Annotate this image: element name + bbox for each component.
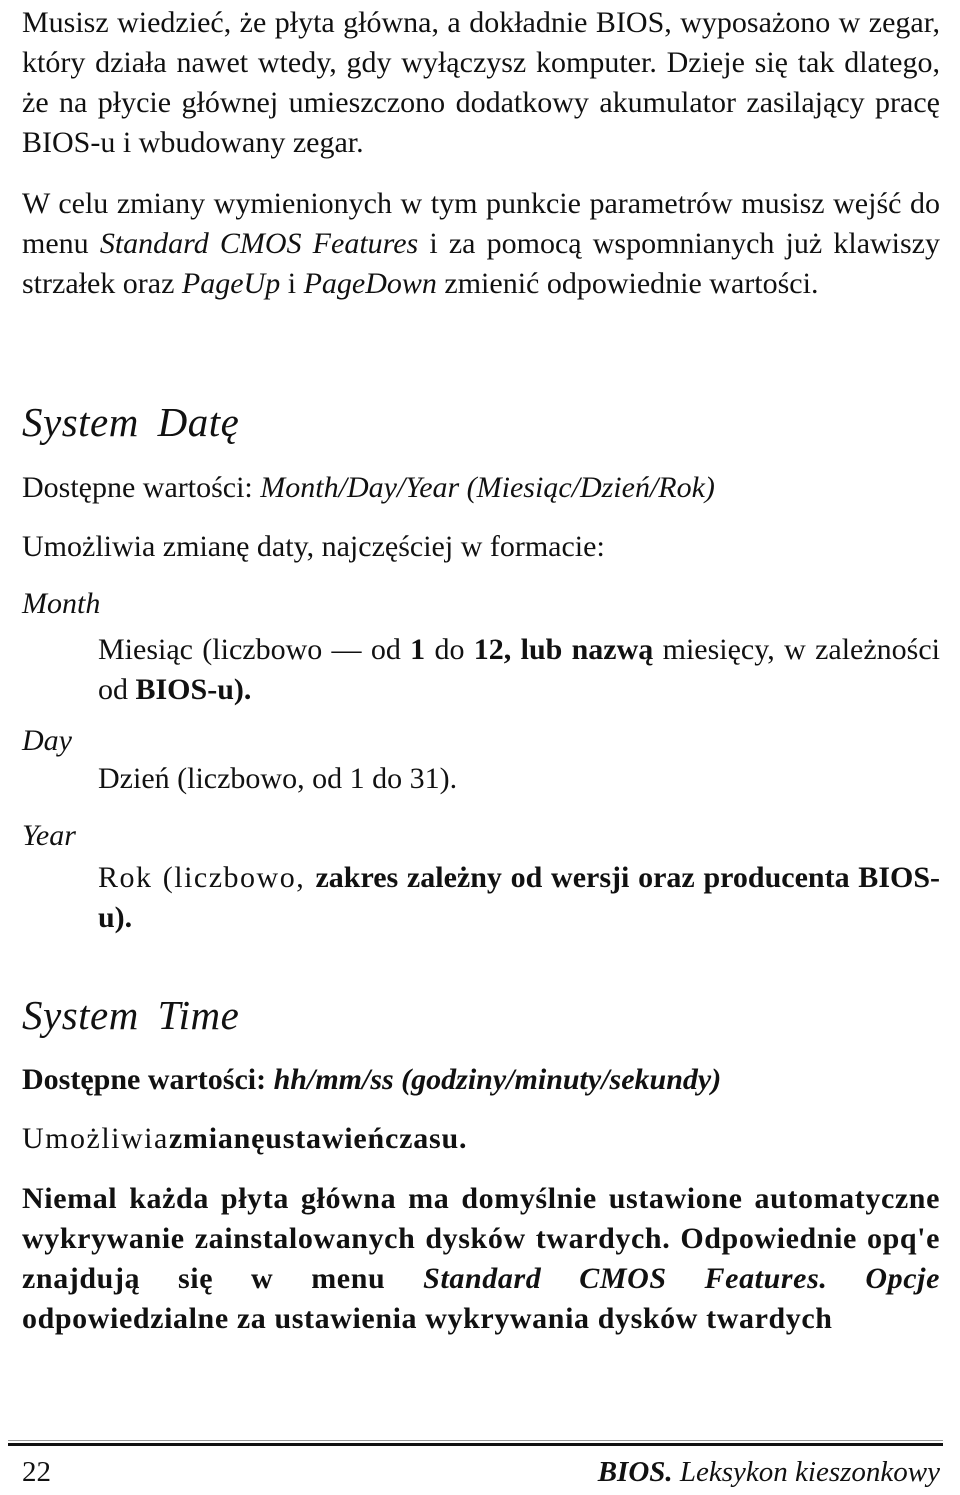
page-number: 22 [22,1456,51,1488]
key-name: PageDown [303,267,437,300]
available-values-line [22,1060,721,1100]
text: miesięcy, w zależności od [98,633,940,706]
book-title [598,1452,940,1492]
text: i [280,267,304,300]
footer-rule-thin [8,1440,943,1441]
book-title-bold: BIOS. [597,1456,673,1488]
definition-year [98,858,940,938]
footer-rule [8,1443,943,1446]
text-bold: zmianęustawieńczasu. [168,1122,468,1155]
auto-detect-paragraph [22,1179,940,1339]
definition-month [98,630,940,710]
key-name: PageUp [181,267,281,300]
term-day: Day [22,724,72,757]
intro-paragraph: Musisz wiedzieć, że płyta główna, a dokładnie BIOS, wyposażono w zegar, który działa nawet wtedy, gdy wyłączysz komputer. Dzieje się tak dlatego, że na płycie głównej umieszczono dodatkowy akumulator zasilający pracę BIOS-u i wbudowany zegar. [22,6,940,159]
section-heading-system-time: System Time [22,992,240,1038]
label: Dostępne wartości: [22,471,261,504]
book-title-rest: Leksykon kieszonkowy [672,1456,940,1488]
text: W celu zmiany wymienionych w tym punkcie parametrów musisz wejść do menu [22,187,940,260]
text-bold: 1 [410,633,426,666]
description-line [22,1119,467,1159]
text: odpowiedzialne za ustawienia wykrywania dysków twardych [22,1302,833,1335]
label: Dostępne wartości: [22,1063,274,1096]
text: zmienić odpowiednie wartości. [436,267,819,300]
text-bold: 12, lub nazwą [473,633,654,666]
term-year: Year [22,819,76,852]
text: Niemal każda płyta główna ma domyślnie ustawione automatyczne wykrywanie zainstalowanych dysków twardych. Odpowiednie opq'e znajdują się w menu [22,1182,940,1295]
text: i za pomocą wspomnianych już klawiszy strzałek oraz [22,227,940,300]
text: do [425,633,474,666]
text: Miesiąc (liczbowo — od [98,633,411,666]
value: Month/Day/Year (Miesiąc/Dzień/Rok) [260,471,715,504]
value: hh/mm/ss (godziny/minuty/sekundy) [273,1063,722,1096]
term-month: Month [22,587,101,620]
description-line: Umożliwia zmianę daty, najczęściej w formacie: [22,530,605,563]
available-values-line [22,468,715,508]
menu-name: Standard CMOS Features. Opcje [423,1262,940,1295]
menu-name: Standard CMOS Features [99,227,419,260]
text: Umożliwia [22,1122,169,1155]
definition-day: Dzień (liczbowo, od 1 do 31). [98,762,458,795]
text-bold: BIOS-u). [135,673,252,706]
section-heading-system-date: System Datę [22,399,240,445]
text: Rok (liczbowo, [98,861,316,894]
cmos-instructions-paragraph [22,184,940,304]
text-bold: zakres zależny od wersji oraz producenta BIOS-u). [98,861,940,934]
